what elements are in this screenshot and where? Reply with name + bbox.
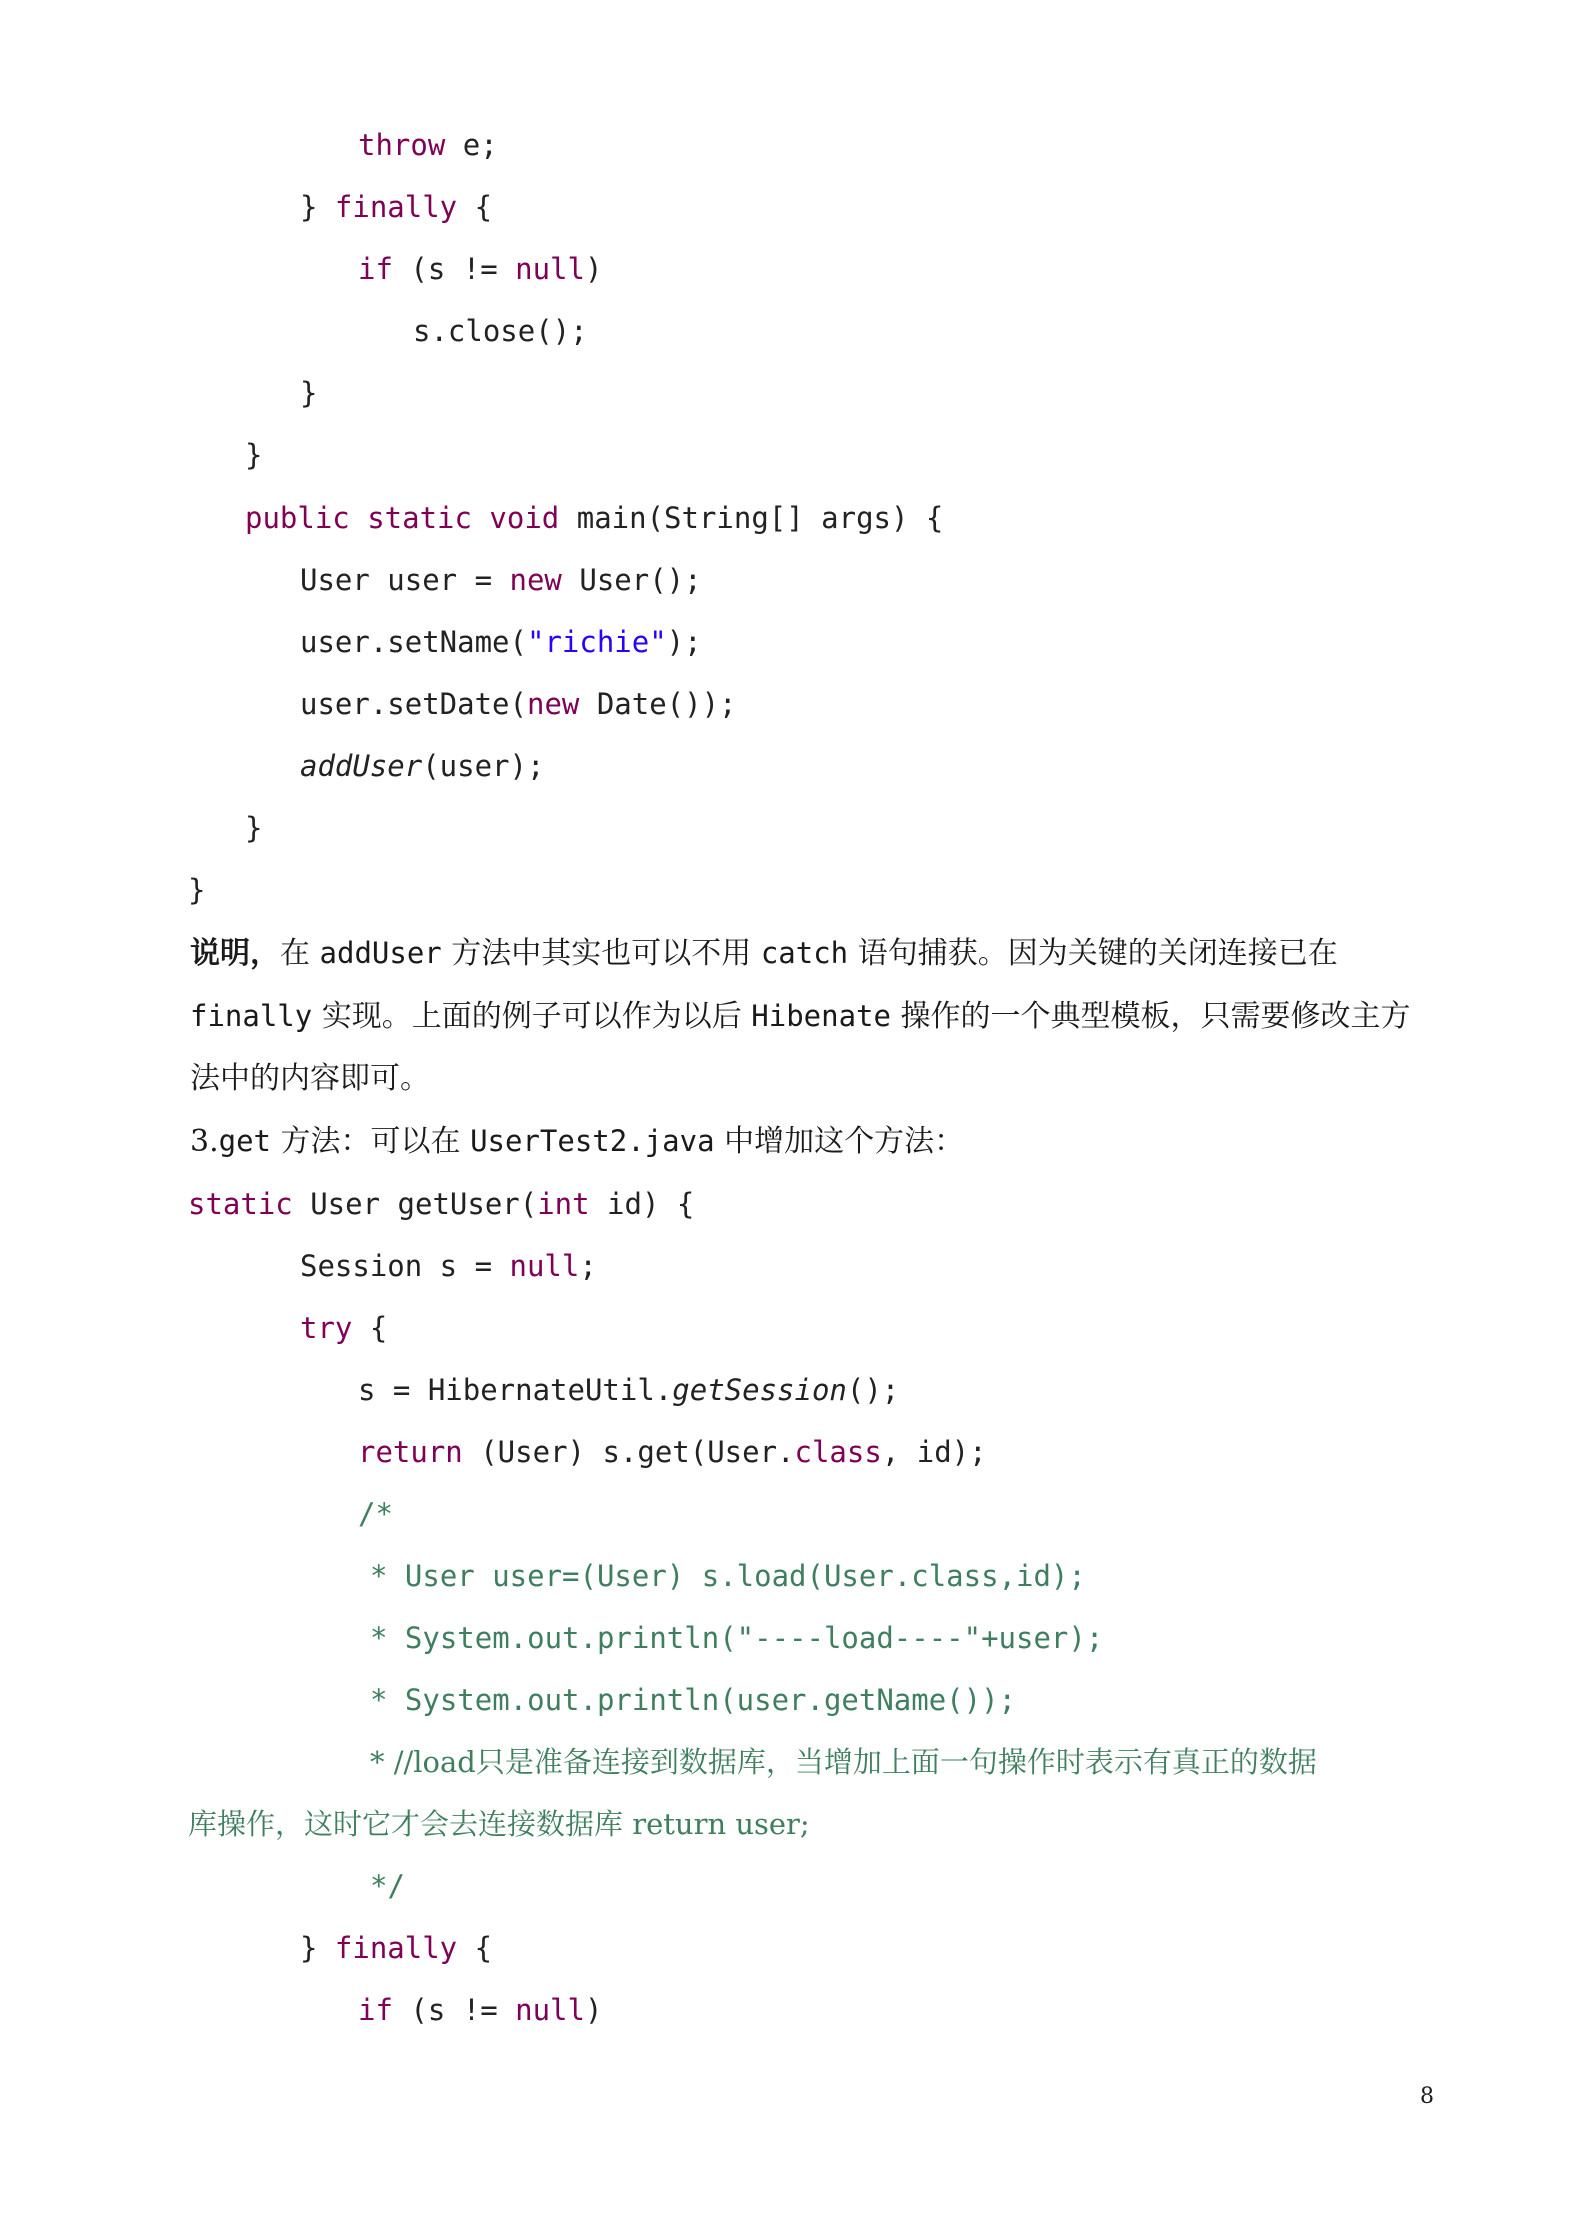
code-line: } finally { [300,190,493,224]
code-line: s.close(); [413,314,588,348]
comment-line: * User user=(User) s.load(User.class,id); [370,1559,1086,1593]
section-3-heading: 3.get 方法：可以在 UserTest2.java 中增加这个方法： [190,1124,965,1159]
code-line: Session s = null; [300,1249,597,1283]
code-line: } [300,376,318,410]
code-line: static User getUser(int id) { [188,1187,695,1221]
comment-line: /* [358,1497,393,1531]
comment-line: */ [370,1869,405,1903]
code-line: User user = new User(); [300,563,702,597]
code-line: throw e; [358,128,498,162]
page-number: 8 [1420,2084,1434,2109]
comment-line: * //load只是准备连接到数据库，当增加上面一句操作时表示有真正的数据 [370,1745,1317,1779]
comment-line: * System.out.println(user.getName()); [370,1683,1017,1717]
code-line: public static void main(String[] args) { [245,501,944,535]
code-line: } [245,811,263,845]
code-line: user.setDate(new Date()); [300,687,737,721]
explanation-paragraph: 说明，在 addUser 方法中其实也可以不用 catch 语句捕获。因为关键的关闭连接已在 finally 实现。上面的例子可以作为以后 Hibenate 操作的一个典型模板，只需要修改主方法中的内容即可。 [190,936,1411,1096]
explanation-label: 说明， [190,936,280,971]
code-line: if (s != null) [358,252,603,286]
comment-line: * System.out.println("----load----"+user); [370,1621,1104,1655]
comment-line: 库操作，这时它才会去连接数据库 return user; [188,1807,810,1841]
code-line: try { [300,1311,388,1345]
code-line: s = HibernateUtil.getSession(); [358,1373,900,1407]
code-line: } [188,873,206,907]
code-line: user.setName("richie"); [300,625,702,659]
code-line: addUser(user); [300,749,545,783]
code-line: if (s != null) [358,1993,603,2027]
code-line: } [245,438,263,472]
code-line: return (User) s.get(User.class, id); [358,1435,987,1469]
code-line: } finally { [300,1931,493,1965]
